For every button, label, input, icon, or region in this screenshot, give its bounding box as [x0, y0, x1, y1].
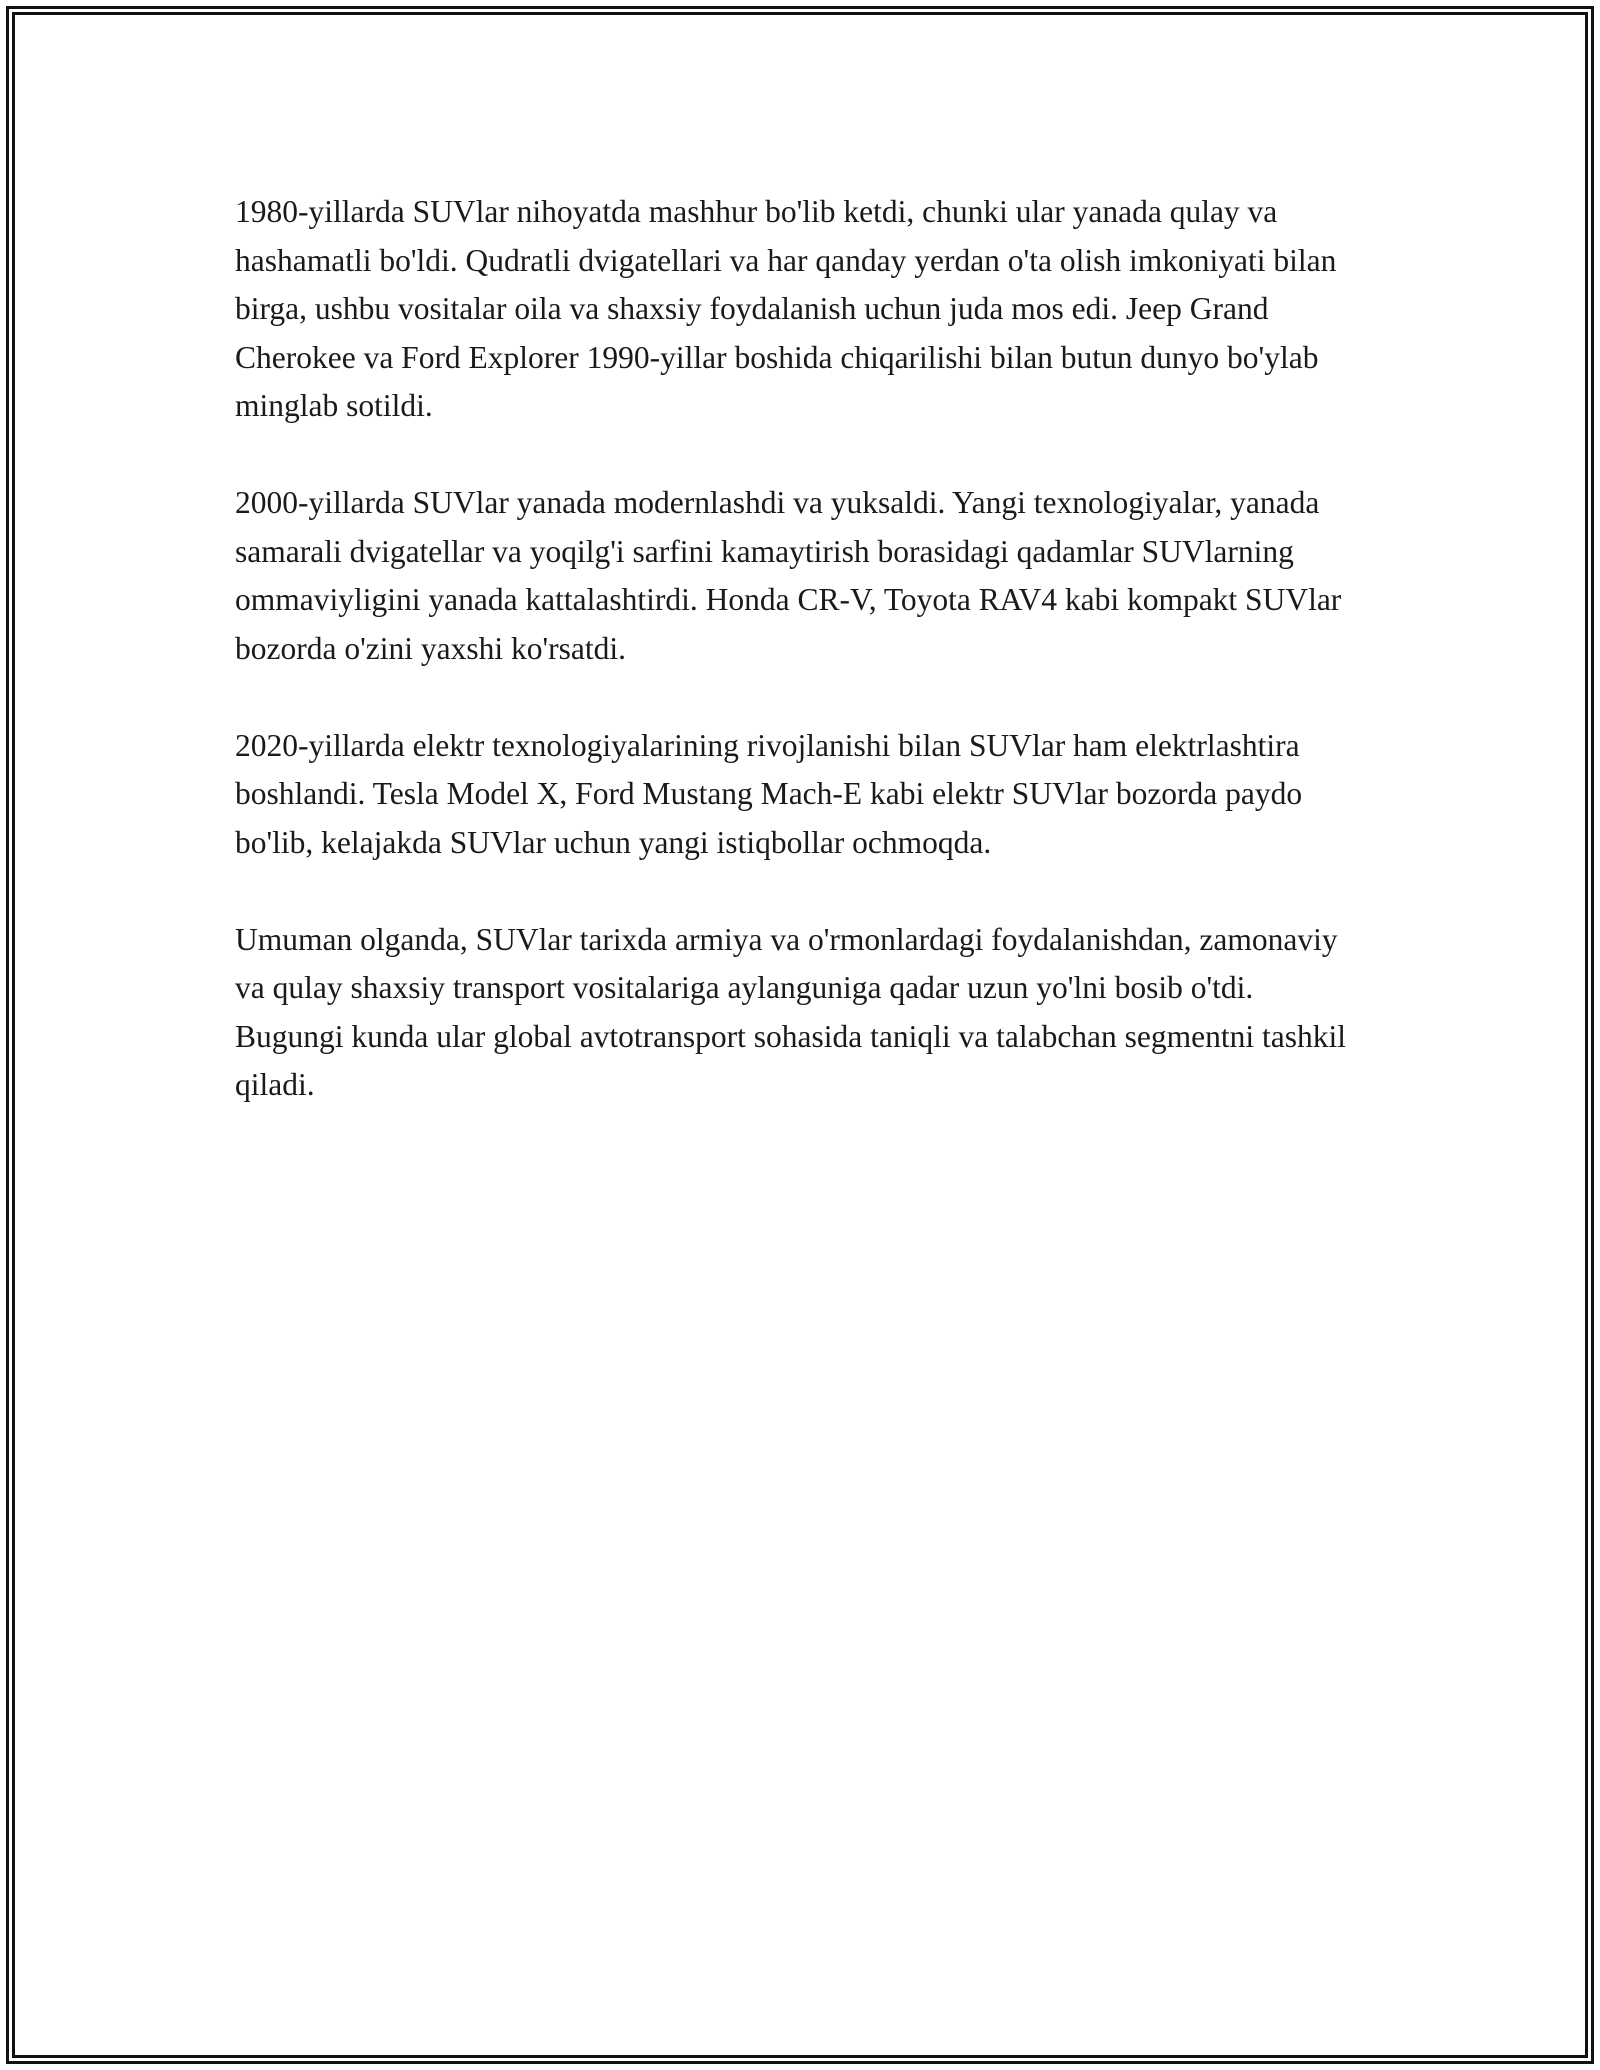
paragraph-conclusion: Umuman olganda, SUVlar tarixda armiya va o'rmonlardagi foydalanishdan, zamonaviy va qulay shaxsiy transport vositalariga aylanguniga qadar uzun yo'lni bosib o'tdi. Bugungi kunda ular global avtotransport sohasida taniqli va talabchan segmentni tashkil qiladi.: [235, 921, 1347, 1102]
paragraph-1980s: 1980-yillarda SUVlar nihoyatda mashhur bo'lib ketdi, chunki ular yanada qulay va hashamatli bo'ldi. Qudratli dvigatellari va har qanday yerdan o'ta olish imkoniyati bilan birga, ushbu vositalar oila va shaxsiy foydalanish uchun juda mos edi. Jeep Grand Cherokee va Ford Explorer 1990-yillar boshida chiqarilishi bilan butun dunyo bo'ylab minglab sotildi.: [235, 194, 1337, 423]
paragraph-2020s: 2020-yillarda elektr texnologiyalarining rivojlanishi bilan SUVlar ham elektrlashtira boshlandi. Tesla Model X, Ford Mustang Mach-E kabi elektr SUVlar bozorda paydo bo'lib, kelajakda SUVlar uchun yangi istiqbollar ochmoqda.: [235, 727, 1303, 860]
document-body: [235, 188, 1365, 1158]
paragraph-2000s: 2000-yillarda SUVlar yanada modernlashdi va yuksaldi. Yangi texnologiyalar, yanada samarali dvigatellar va yoqilg'i sarfini kamaytirish borasidagi qadamlar SUVlarning ommaviyligini yanada kattalashtirdi. Honda CR-V, Toyota RAV4 kabi kompakt SUVlar bozorda o'zini yaxshi ko'rsatdi.: [235, 485, 1342, 666]
